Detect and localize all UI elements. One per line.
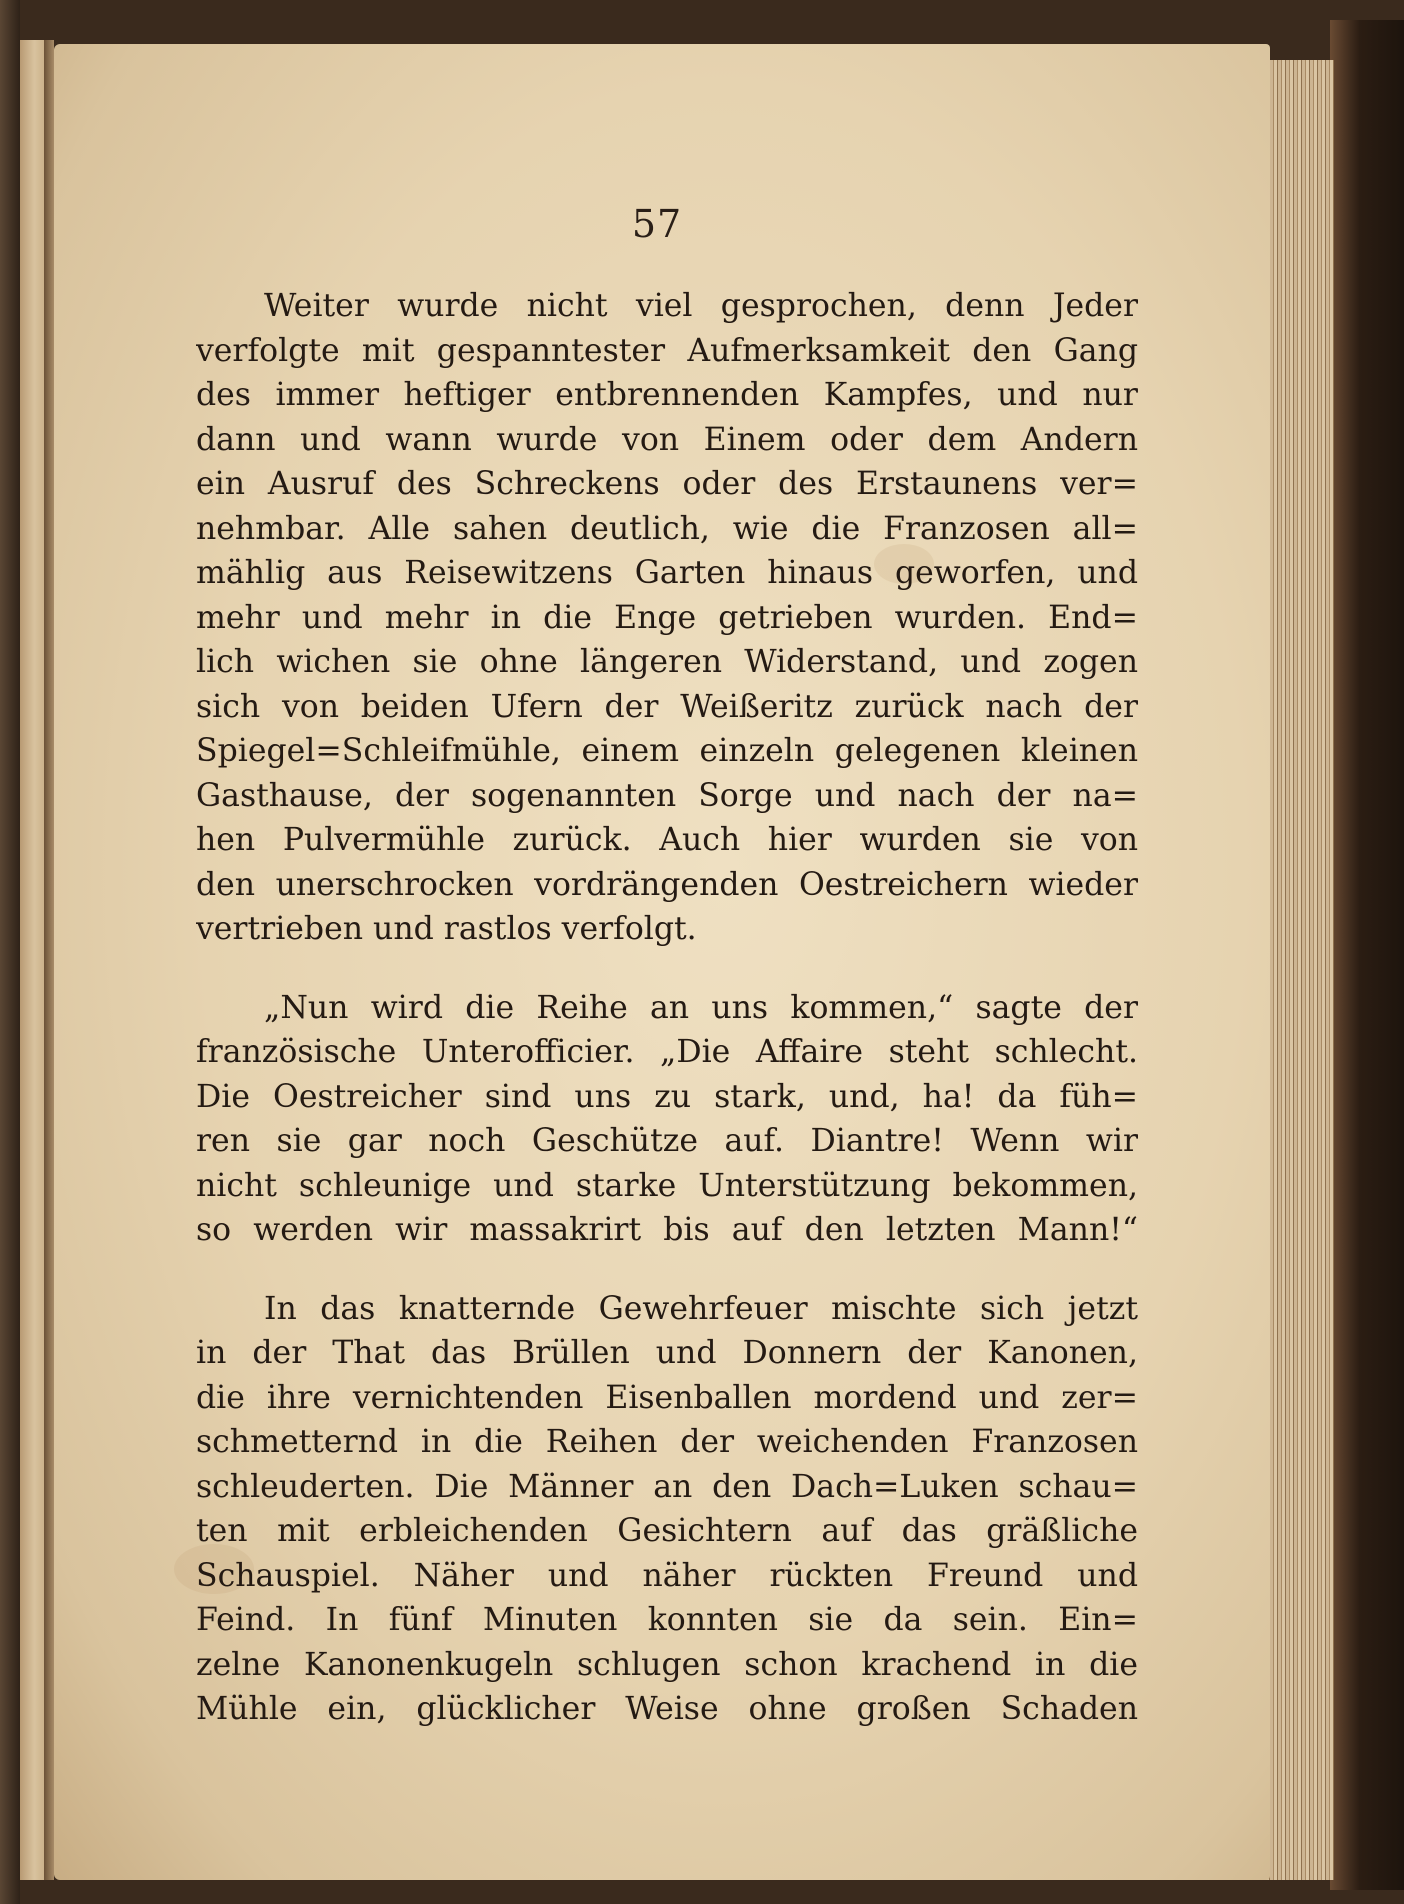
page-text — [196, 284, 1138, 1732]
facing-page-edge — [20, 40, 44, 1880]
text-line: sich von beiden Ufern der Weißeritz zurück nach der — [196, 688, 1138, 725]
text-line: in der That das Brüllen und Donnern der Kanonen, — [196, 1335, 1138, 1371]
text-line: In das knatternde Gewehrfeuer mischte sich jetzt — [264, 1290, 1138, 1327]
text-line: nehmbar. Alle sahen deutlich, wie die Franzosen all= — [196, 510, 1138, 547]
text-line: ren sie gar noch Geschütze auf. Diantre! Wenn wir — [196, 1123, 1138, 1159]
text-line: die ihre vernichtenden Eisenballen mordend und zer= — [196, 1379, 1138, 1416]
book-cover-edge — [1330, 20, 1404, 1890]
text-line: ein Ausruf des Schreckens oder des Erstaunens ver= — [196, 466, 1138, 502]
text-line: dann und wann wurde von Einem oder dem Andern — [196, 421, 1138, 458]
text-line: zelne Kanonenkugeln schlugen schon krachend in die — [196, 1646, 1138, 1683]
text-line: vertrieben und rastlos verfolgt. — [196, 911, 697, 947]
text-line: so werden wir massakrirt bis auf den letzten Mann!“ — [196, 1212, 1138, 1248]
text-line: Spiegel=Schleifmühle, einem einzeln gelegenen kleinen — [196, 733, 1138, 769]
text-line: lich wichen sie ohne längeren Widerstand, und zogen — [196, 644, 1138, 680]
text-line: mählig aus Reisewitzens Garten hinaus geworfen, und — [196, 555, 1138, 591]
text-line: „Nun wird die Reihe an uns kommen,“ sagte der — [264, 989, 1138, 1026]
text-line: nicht schleunige und starke Unterstützung bekommen, — [196, 1167, 1138, 1204]
text-line: den unerschrocken vordrängenden Oestreichern wieder — [196, 866, 1138, 903]
text-line: verfolgte mit gespanntester Aufmerksamkeit den Gang — [196, 332, 1138, 369]
paragraph-1 — [196, 284, 1138, 952]
page-stack-edges — [1262, 60, 1334, 1880]
page-number: 57 — [631, 202, 683, 246]
scanner-edge — [0, 0, 20, 1904]
text-line: Weiter wurde nicht viel gesprochen, denn Jeder — [264, 288, 1138, 324]
text-line: hen Pulvermühle zurück. Auch hier wurden sie von — [196, 822, 1138, 858]
text-line: Feind. In fünf Minuten konnten sie da sein. Ein= — [196, 1602, 1138, 1638]
text-line: Die Oestreicher sind uns zu stark, und, ha! da füh= — [196, 1078, 1138, 1115]
book-page — [54, 44, 1270, 1880]
text-line: mehr und mehr in die Enge getrieben wurden. End= — [196, 599, 1138, 636]
text-line: schmetternd in die Reihen der weichenden Franzosen — [196, 1424, 1138, 1460]
paragraph-3 — [196, 1287, 1138, 1732]
text-line: ten mit erbleichenden Gesichtern auf das gräßliche — [196, 1513, 1138, 1549]
text-line: schleuderten. Die Männer an den Dach=Luken schau= — [196, 1468, 1138, 1505]
text-line: Gasthause, der sogenannten Sorge und nach der na= — [196, 777, 1138, 814]
paragraph-2 — [196, 986, 1138, 1253]
book-gutter — [44, 40, 54, 1880]
text-line: französische Unterofficier. „Die Affaire steht schlecht. — [196, 1034, 1138, 1070]
text-line: Mühle ein, glücklicher Weise ohne großen Schaden — [196, 1691, 1138, 1727]
text-line: Schauspiel. Näher und näher rückten Freund und — [196, 1557, 1138, 1594]
text-line: des immer heftiger entbrennenden Kampfes, und nur — [196, 377, 1138, 413]
